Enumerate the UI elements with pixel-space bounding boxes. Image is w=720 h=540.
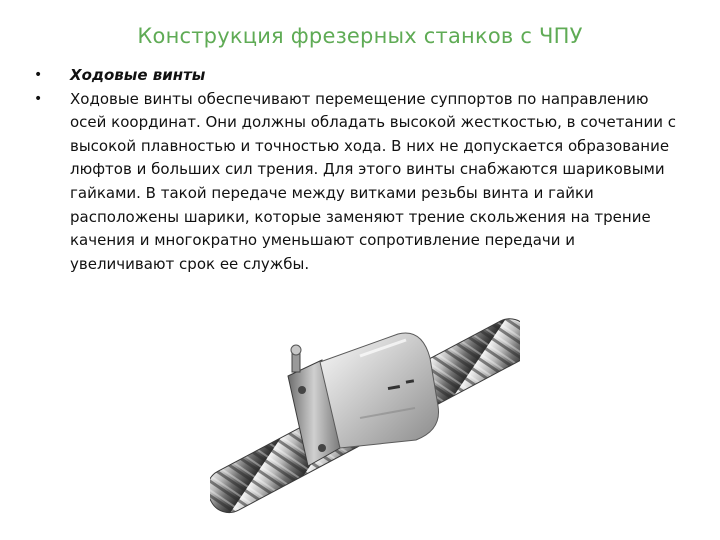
slide-title: Конструкция фрезерных станков с ЧПУ bbox=[137, 24, 583, 48]
bullet-item-description bbox=[28, 88, 678, 277]
bullet-heading-text: Ходовые винты bbox=[70, 66, 206, 84]
ball-screw-image bbox=[210, 298, 520, 520]
bullet-list bbox=[28, 64, 678, 276]
bullet-item-heading bbox=[28, 64, 678, 88]
bullet-description-text: Ходовые винты обеспечивают перемещение суппортов по направлению осей координат. Они должны обладать высокой жесткостью, в сочетании с высокой плавностью и точностью хода. В них не допускается образование люфтов и больших сил трения. Для этого винты снабжаются шариковыми гайками. В такой передаче между витками резьбы винта и гайки расположены шарики, которые заменяют трение скольжения на трение качения и многократно уменьшают сопротивление передачи и увеличивают срок ее службы. bbox=[70, 89, 676, 273]
ball-nut bbox=[320, 333, 439, 448]
bullet-marker: • bbox=[34, 67, 43, 83]
bullet-marker: • bbox=[34, 90, 43, 107]
